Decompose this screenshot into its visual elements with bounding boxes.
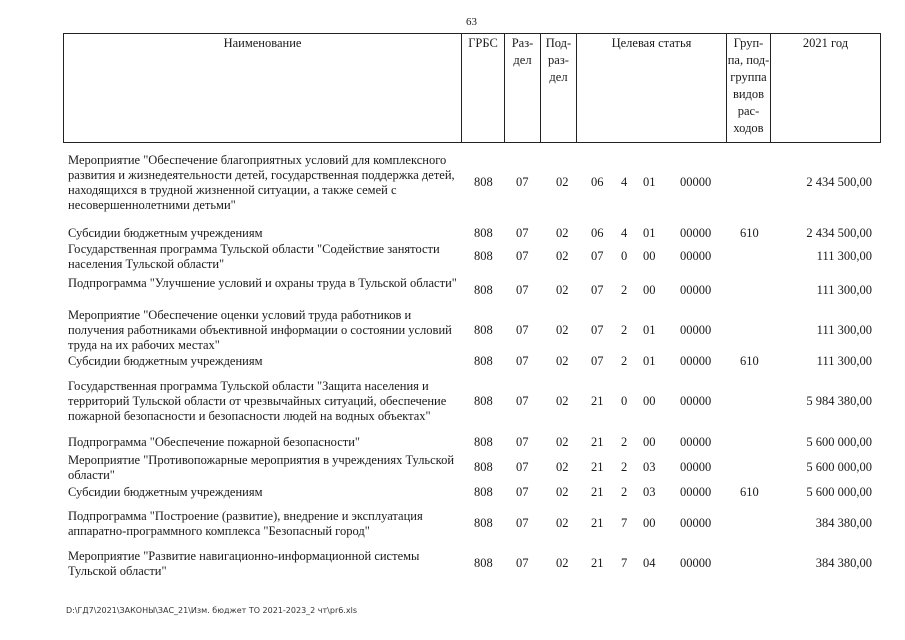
- cell-vr: 610: [740, 354, 759, 368]
- cell-grbs: 808: [474, 249, 493, 263]
- cell-rz: 07: [516, 460, 529, 474]
- cell-c3: 00: [643, 516, 656, 530]
- cell-c4: 00000: [680, 460, 712, 474]
- cell-pr: 02: [556, 435, 569, 449]
- table-row: [0, 509, 905, 539]
- table-row: [0, 354, 905, 369]
- cell-c2: 4: [621, 226, 628, 240]
- cell-c2: 0: [621, 249, 628, 263]
- table-row: [0, 242, 905, 272]
- cell-c3: 00: [643, 283, 656, 297]
- cell-sum: 5 600 000,00: [806, 460, 872, 474]
- cell-c4: 00000: [680, 556, 712, 570]
- row-name: Подпрограмма "Улучшение условий и охраны труда в Тульской области": [68, 276, 457, 290]
- row-name: Подпрограмма "Обеспечение пожарной безопасности": [68, 435, 361, 449]
- row-name: Государственная программа Тульской области "Защита населения и территорий Тульской области от чрезвычайных ситуаций, обеспечение пожарной безопасности и безопасности людей на водных объектах": [68, 379, 447, 423]
- row-name: Субсидии бюджетным учреждениям: [68, 354, 263, 368]
- cell-pr: 02: [556, 175, 569, 189]
- cell-c2: 2: [621, 485, 628, 499]
- cell-grbs: 808: [474, 354, 493, 368]
- cell-c4: 00000: [680, 249, 712, 263]
- cell-c1: 07: [591, 283, 604, 297]
- cell-c4: 00000: [680, 435, 712, 449]
- cell-c3: 03: [643, 460, 656, 474]
- cell-vr: 610: [740, 226, 759, 240]
- cell-rz: 07: [516, 323, 529, 337]
- row-name: Субсидии бюджетным учреждениям: [68, 485, 263, 499]
- cell-grbs: 808: [474, 435, 493, 449]
- cell-c4: 00000: [680, 485, 712, 499]
- cell-c1: 21: [591, 460, 604, 474]
- cell-c3: 01: [643, 175, 656, 189]
- cell-sum: 384 380,00: [815, 516, 872, 530]
- cell-c4: 00000: [680, 354, 712, 368]
- cell-pr: 02: [556, 226, 569, 240]
- cell-c3: 03: [643, 485, 656, 499]
- table-row: [0, 379, 905, 424]
- cell-grbs: 808: [474, 485, 493, 499]
- header-razdel: Раз- дел: [505, 34, 541, 142]
- cell-rz: 07: [516, 394, 529, 408]
- cell-pr: 02: [556, 516, 569, 530]
- table-row: [0, 308, 905, 353]
- cell-rz: 07: [516, 283, 529, 297]
- cell-rz: 07: [516, 175, 529, 189]
- cell-sum: 111 300,00: [816, 249, 872, 263]
- cell-grbs: 808: [474, 323, 493, 337]
- table-row: [0, 549, 905, 579]
- cell-sum: 5 600 000,00: [806, 485, 872, 499]
- cell-c3: 01: [643, 354, 656, 368]
- cell-sum: 384 380,00: [815, 556, 872, 570]
- cell-pr: 02: [556, 485, 569, 499]
- row-name: Субсидии бюджетным учреждениям: [68, 226, 263, 240]
- cell-grbs: 808: [474, 556, 493, 570]
- cell-grbs: 808: [474, 175, 493, 189]
- cell-c1: 07: [591, 354, 604, 368]
- cell-c4: 00000: [680, 323, 712, 337]
- cell-sum: 111 300,00: [816, 354, 872, 368]
- cell-rz: 07: [516, 516, 529, 530]
- cell-c1: 06: [591, 226, 604, 240]
- table-header: [63, 33, 881, 143]
- cell-pr: 02: [556, 249, 569, 263]
- cell-sum: 2 434 500,00: [806, 175, 872, 189]
- cell-sum: 2 434 500,00: [806, 226, 872, 240]
- row-name: Мероприятие "Развитие навигационно-информационной системы Тульской области": [68, 549, 420, 578]
- cell-rz: 07: [516, 556, 529, 570]
- cell-pr: 02: [556, 394, 569, 408]
- cell-rz: 07: [516, 485, 529, 499]
- cell-pr: 02: [556, 556, 569, 570]
- table-row: [0, 435, 905, 450]
- cell-c4: 00000: [680, 283, 712, 297]
- header-grbs: ГРБС: [462, 34, 505, 142]
- table-row: [0, 485, 905, 500]
- table-row: [0, 276, 905, 306]
- cell-c1: 06: [591, 175, 604, 189]
- header-name: Наименование: [64, 34, 462, 142]
- row-name: Подпрограмма "Построение (развитие), внедрение и эксплуатация аппаратно-программного комплекса "Безопасный город": [68, 509, 423, 538]
- cell-c2: 4: [621, 175, 628, 189]
- cell-c4: 00000: [680, 175, 712, 189]
- cell-c2: 2: [621, 435, 628, 449]
- cell-c2: 2: [621, 460, 628, 474]
- cell-grbs: 808: [474, 394, 493, 408]
- row-name: Мероприятие "Обеспечение благоприятных условий для комплексного развития и жизнедеятельности детей, государственная поддержка детей, находящихся в трудной жизненной ситуации, а также семей с несовершеннолетними детьми": [68, 153, 455, 212]
- cell-c3: 01: [643, 226, 656, 240]
- table-row: [0, 226, 905, 241]
- cell-c1: 21: [591, 516, 604, 530]
- cell-c3: 00: [643, 249, 656, 263]
- cell-c1: 07: [591, 249, 604, 263]
- cell-grbs: 808: [474, 283, 493, 297]
- cell-c2: 2: [621, 323, 628, 337]
- header-year: 2021 год: [802, 36, 849, 50]
- file-path-footer: D:\ГД7\2021\ЗАКОНЫ\ЗАС_21\Изм. бюджет ТО 2021-2023_2 чт\pr6.xls: [66, 606, 357, 615]
- cell-c1: 21: [591, 435, 604, 449]
- cell-c4: 00000: [680, 394, 712, 408]
- page-number: 63: [466, 16, 477, 28]
- row-name: Государственная программа Тульской области "Содействие занятости населения Тульской области": [68, 242, 440, 271]
- cell-sum: 5 600 000,00: [806, 435, 872, 449]
- cell-c2: 7: [621, 556, 628, 570]
- cell-grbs: 808: [474, 226, 493, 240]
- cell-c2: 2: [621, 283, 628, 297]
- cell-sum: 111 300,00: [816, 323, 872, 337]
- cell-c3: 00: [643, 435, 656, 449]
- cell-c1: 21: [591, 556, 604, 570]
- cell-pr: 02: [556, 354, 569, 368]
- cell-pr: 02: [556, 460, 569, 474]
- cell-pr: 02: [556, 283, 569, 297]
- cell-rz: 07: [516, 226, 529, 240]
- cell-c1: 21: [591, 485, 604, 499]
- cell-grbs: 808: [474, 516, 493, 530]
- cell-c2: 2: [621, 354, 628, 368]
- cell-c3: 01: [643, 323, 656, 337]
- cell-pr: 02: [556, 323, 569, 337]
- cell-vr: 610: [740, 485, 759, 499]
- cell-c4: 00000: [680, 226, 712, 240]
- header-podrazdel: Под- раз- дел: [541, 34, 577, 142]
- cell-c1: 07: [591, 323, 604, 337]
- header-gruppa: Груп- па, под- группа видов рас- ходов: [727, 34, 771, 142]
- cell-c4: 00000: [680, 516, 712, 530]
- cell-sum: 5 984 380,00: [806, 394, 872, 408]
- header-tselevaya: Целевая статья: [577, 34, 727, 142]
- cell-rz: 07: [516, 435, 529, 449]
- cell-c2: 0: [621, 394, 628, 408]
- table-row: [0, 153, 905, 213]
- cell-grbs: 808: [474, 460, 493, 474]
- cell-rz: 07: [516, 354, 529, 368]
- cell-c3: 00: [643, 394, 656, 408]
- cell-c1: 21: [591, 394, 604, 408]
- row-name: Мероприятие "Противопожарные мероприятия в учреждениях Тульской области": [68, 453, 455, 482]
- cell-rz: 07: [516, 249, 529, 263]
- row-name: Мероприятие "Обеспечение оценки условий труда работников и получения работниками объективной информации о состоянии условий труда на их рабочих местах": [68, 308, 452, 352]
- table-row: [0, 453, 905, 483]
- cell-c3: 04: [643, 556, 656, 570]
- cell-c2: 7: [621, 516, 628, 530]
- cell-sum: 111 300,00: [816, 283, 872, 297]
